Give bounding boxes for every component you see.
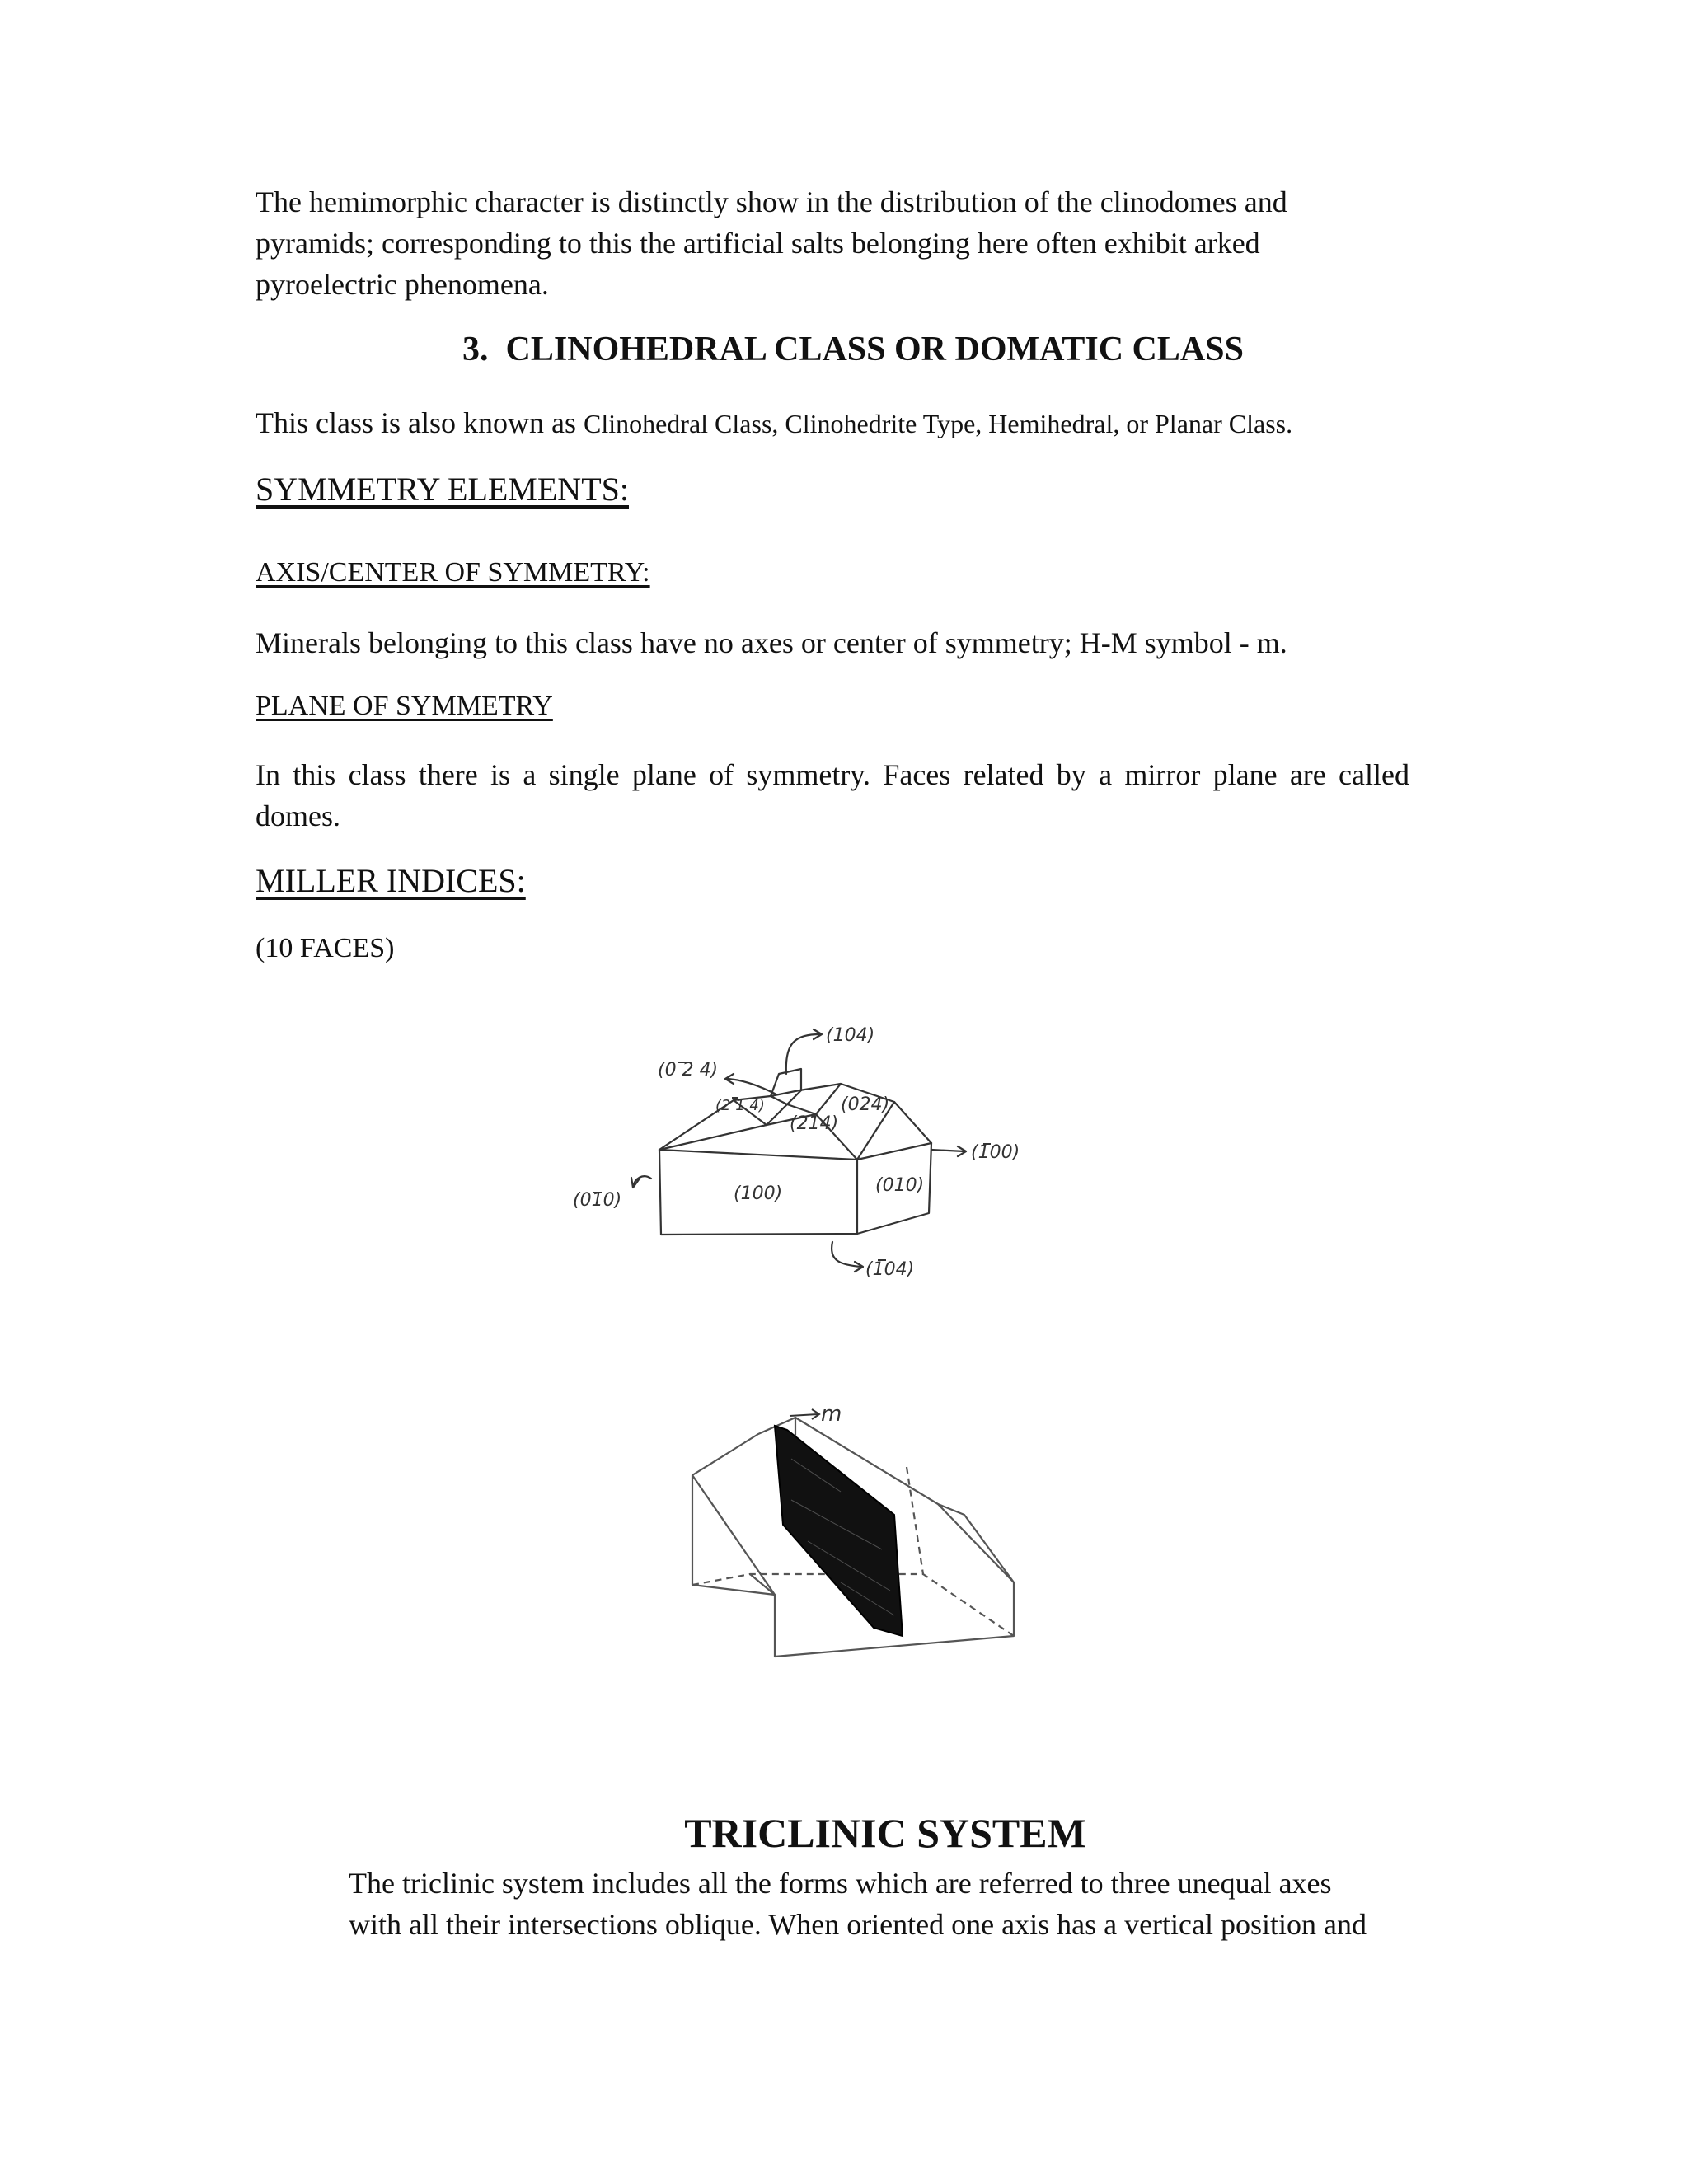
label-0-2-4: (0 2 4) bbox=[658, 1060, 719, 1080]
label-104: (104) bbox=[826, 1025, 875, 1046]
intro-paragraph bbox=[256, 181, 1451, 305]
triclinic-title: TRICLINIC SYSTEM bbox=[684, 1810, 1086, 1856]
label-bar-010: (010) bbox=[573, 1190, 622, 1211]
label-010: (010) bbox=[875, 1175, 925, 1196]
label-bar-100: (100) bbox=[971, 1142, 1020, 1163]
mirror-plane-figure bbox=[676, 1393, 1039, 1673]
crystal-miller-figure bbox=[569, 1018, 1080, 1298]
label-024: (024) bbox=[841, 1094, 890, 1115]
mirror-plane bbox=[775, 1426, 903, 1636]
label-100: (100) bbox=[734, 1183, 783, 1204]
label-214: (214) bbox=[790, 1113, 839, 1134]
faces-count: (10 FACES) bbox=[256, 933, 395, 963]
triclinic-line: with all their intersections oblique. When oriented one axis has a vertical position and bbox=[349, 1908, 1367, 1941]
plane-text: In this class there is a single plane of symmetry. Faces related by a mirror plane are called domes. bbox=[256, 758, 1409, 832]
triclinic-line: The triclinic system includes all the forms which are referred to three unequal axes bbox=[349, 1867, 1332, 1900]
intro-line: pyramids; corresponding to this the artificial salts belonging here often exhibit arked bbox=[256, 227, 1260, 260]
plane-heading: PLANE OF SYMMETRY bbox=[256, 691, 553, 721]
triclinic-paragraph bbox=[349, 1863, 1503, 1945]
miller-indices-title: MILLER INDICES: bbox=[256, 862, 526, 899]
also-known-prefix: This class is also known as bbox=[256, 406, 576, 439]
axis-center-text: Minerals belonging to this class have no axes or center of symmetry; H-M symbol - m. bbox=[256, 626, 1287, 659]
mirror-label: m bbox=[821, 1402, 842, 1427]
also-known-paragraph bbox=[256, 402, 1492, 444]
symmetry-elements-title: SYMMETRY ELEMENTS: bbox=[256, 471, 629, 508]
section-heading: 3. CLINOHEDRAL CLASS OR DOMATIC CLASS bbox=[462, 330, 1244, 368]
intro-line: pyroelectric phenomena. bbox=[256, 268, 549, 301]
label-bar-104: (104) bbox=[865, 1259, 915, 1280]
axis-center-heading: AXIS/CENTER OF SYMMETRY: bbox=[256, 557, 650, 588]
intro-line: The hemimorphic character is distinctly show in the distribution of the clinodomes and bbox=[256, 185, 1287, 218]
also-known-names: Clinohedral Class, Clinohedrite Type, Hemihedral, or Planar Class. bbox=[583, 409, 1293, 438]
label-2-1-4: (2 1 4) bbox=[715, 1097, 765, 1114]
